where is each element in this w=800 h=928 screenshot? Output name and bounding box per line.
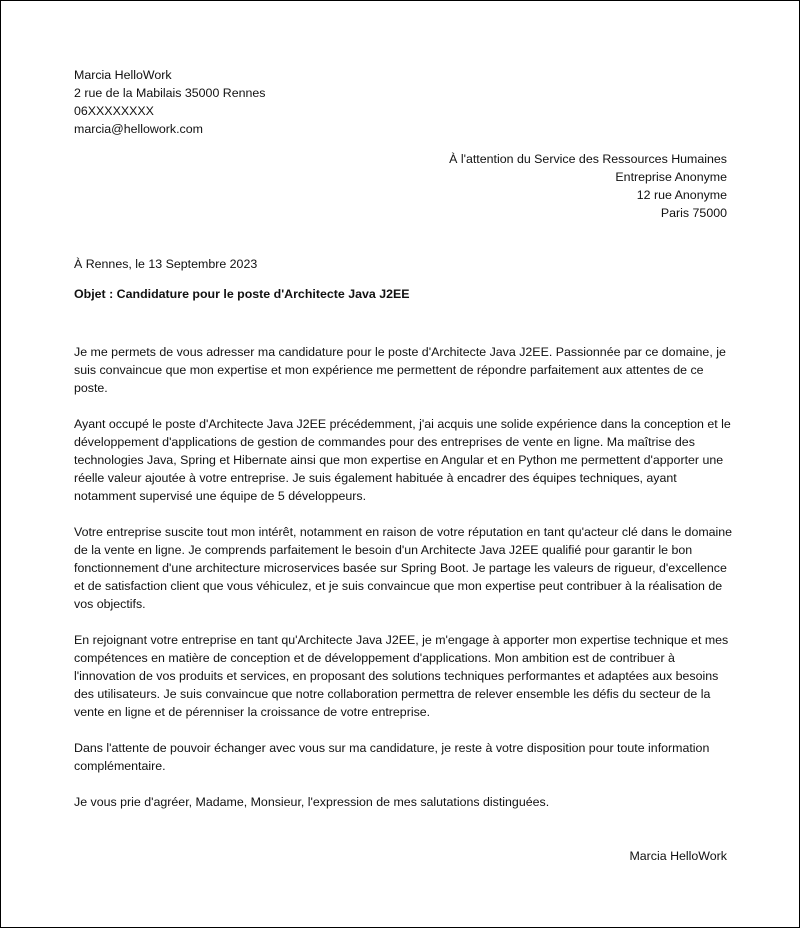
signature: Marcia HelloWork xyxy=(629,849,727,863)
letter-body xyxy=(74,343,734,829)
paragraph-company-interest: Votre entreprise suscite tout mon intérêt, notamment en raison de votre réputation en tant qu'acteur clé dans le domaine de la vente en ligne. Je comprends parfaitement le besoin d'un Architecte Java J2EE qualifié pour garantir le bon fonctionnement d'une architecture microservices basée sur Spring Boot. Je partage les valeurs de rigueur, d'excellence et de satisfaction client que vous véhiculez, et je suis convaincue que mon expertise peut contribuer à la réalisation de vos objectifs. xyxy=(74,525,733,611)
sender-phone: 06XXXXXXXX xyxy=(74,104,154,118)
recipient-company: Entreprise Anonyme xyxy=(615,170,727,184)
sender-email: marcia@hellowork.com xyxy=(74,122,203,136)
recipient-attention: À l'attention du Service des Ressources Humaines xyxy=(449,152,727,166)
recipient-city: Paris 75000 xyxy=(660,206,727,220)
recipient-street: 12 rue Anonyme xyxy=(636,188,727,202)
paragraph-experience: Ayant occupé le poste d'Architecte Java J2EE précédemment, j'ai acquis une solide expérience dans la conception et le développement d'applications de gestion de commandes pour des entreprises de vente en ligne. Ma maîtrise des technologies Java, Spring et Hibernate ainsi que mon expertise en Angular et en Python me permettent d'apporter une réelle valeur ajoutée à votre entreprise. Je suis également habituée à encadrer des équipes techniques, ayant notamment supervisé une équipe de 5 développeurs. xyxy=(74,417,731,503)
recipient-block xyxy=(307,150,727,222)
paragraph-availability: Dans l'attente de pouvoir échanger avec vous sur ma candidature, je reste à votre disposition pour toute information complémentaire. xyxy=(74,741,710,773)
sender-block xyxy=(74,66,474,138)
paragraph-commitment: En rejoignant votre entreprise en tant qu'Architecte Java J2EE, je m'engage à apporter mon expertise technique et mes compétences en matière de conception et de développement d'applications. Mon ambition est de contribuer à l'innovation de vos produits et services, en proposant des solutions techniques performantes et adaptées aux besoins des utilisateurs. Je suis convaincue que notre collaboration permettra de relever ensemble les défis du secteur de la vente en ligne et de pérenniser la croissance de votre entreprise. xyxy=(74,633,729,719)
paragraph-closing: Je vous prie d'agréer, Madame, Monsieur, l'expression de mes salutations distinguées. xyxy=(74,795,550,809)
paragraph-intro: Je me permets de vous adresser ma candidature pour le poste d'Architecte Java J2EE. Passionnée par ce domaine, je suis convaincue que mon expertise et mon expérience me permettent de répondre parfaitement aux attentes de ce poste. xyxy=(74,345,726,395)
sender-name: Marcia HelloWork xyxy=(74,68,172,82)
date-line: À Rennes, le 13 Septembre 2023 xyxy=(74,257,258,271)
sender-address: 2 rue de la Mabilais 35000 Rennes xyxy=(74,86,266,100)
subject-line: Objet : Candidature pour le poste d'Architecte Java J2EE xyxy=(74,287,410,301)
